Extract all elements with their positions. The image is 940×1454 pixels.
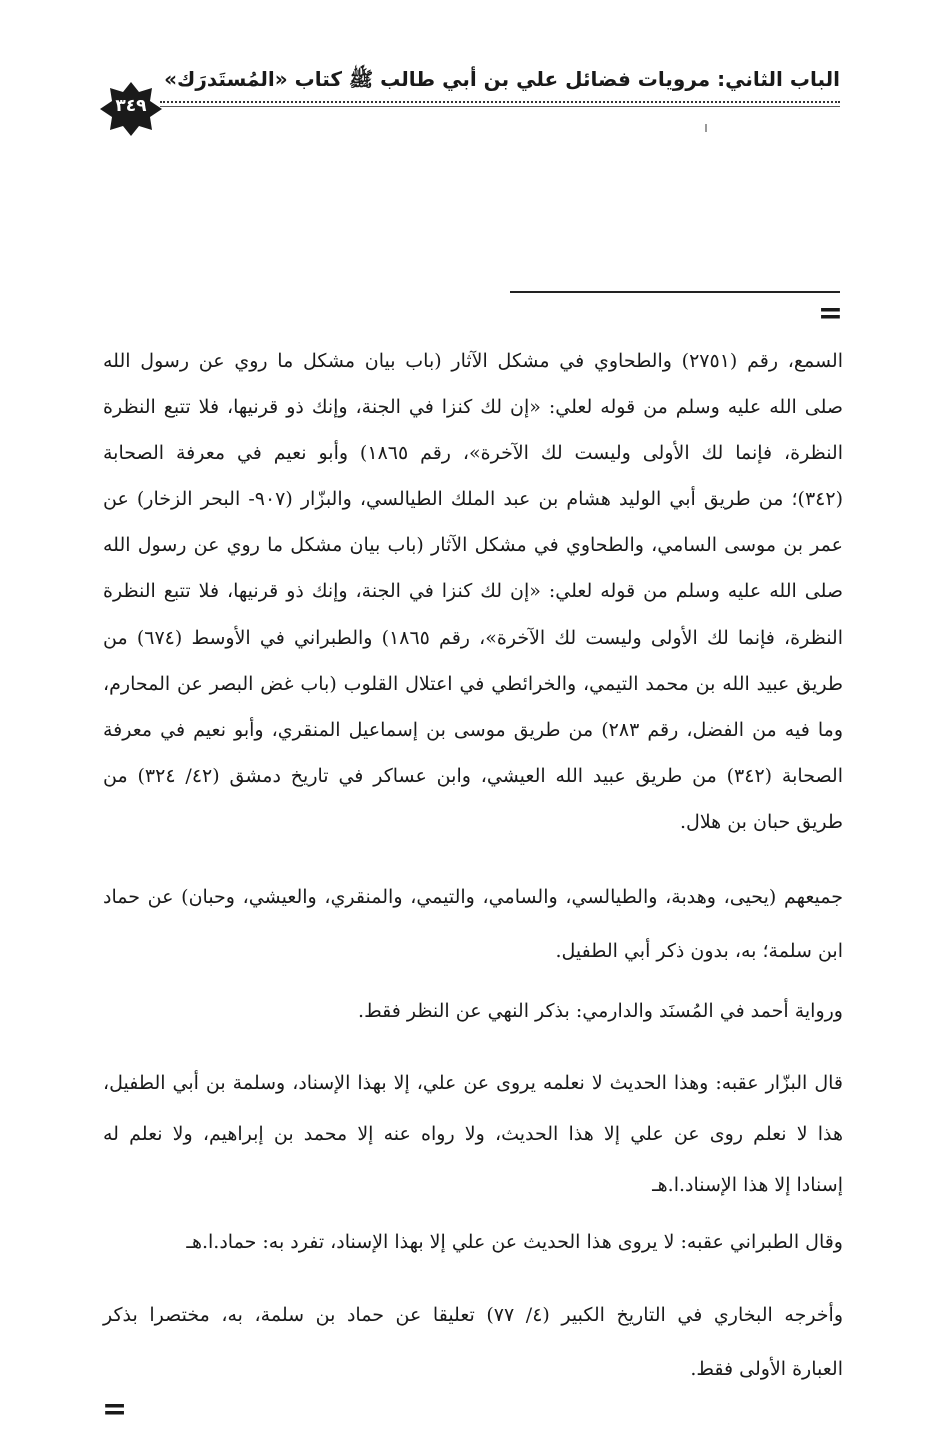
continuation-mark-top: =	[817, 296, 843, 331]
header-underline	[160, 106, 840, 107]
text-line: السمع، رقم (٢٧٥١) والطحاوي في مشكل الآثار (باب بيان مشكل ما روي عن رسول الله	[103, 350, 843, 372]
text-line: (٣٤٢)؛ من طريق أبي الوليد هشام بن عبد الملك الطيالسي، والبزّار (٩٠٧- البحر الزخار) عن	[103, 488, 844, 511]
text-line: الصحابة (٣٤٢) من طريق عبيد الله العيشي، وابن عساكر في تاريخ دمشق (٤٢/ ٣٢٤) من	[103, 764, 843, 787]
text-line: صلى الله عليه وسلم من قوله لعلي: «إن لك كنزا في الجنة، وإنك ذو قرنيها، فلا تتبع النظرة	[103, 396, 843, 419]
footnote-paragraph	[103, 338, 843, 845]
text-line: وقال الطبراني عقبه: لا يروى هذا الحديث عن علي إلا بهذا الإسناد، تفرد به: حماد.ا.هـ	[186, 1231, 843, 1253]
page-number-badge	[100, 82, 162, 136]
text-line: العبارة الأولى فقط.	[690, 1358, 843, 1380]
text-line: ابن سلمة؛ به، بدون ذكر أبي الطفيل.	[555, 940, 843, 962]
text-line: هذا لا نعلم روى عن علي إلا هذا الحديث، ولا رواه عنه إلا محمد بن إبراهيم، ولا نعلم له	[103, 1123, 843, 1145]
text-line: عمر بن موسى السامي، والطحاوي في مشكل الآثار (باب بيان مشكل ما روي عن رسول الله	[103, 534, 843, 557]
page-number: ٣٤٩	[115, 96, 147, 116]
text-line: وما فيه من الفضل، رقم ٢٨٣) من طريق موسى بن إسماعيل المنقري، وأبو نعيم في معرفة	[103, 718, 843, 741]
text-line: وأخرجه البخاري في التاريخ الكبير (٤/ ٧٧) تعليقا عن حماد بن سلمة، به، مختصرا بذكر	[103, 1304, 843, 1326]
text-line: إسنادا إلا هذا الإسناد.ا.هـ	[652, 1174, 843, 1196]
stray-mark	[705, 124, 707, 132]
continuation-mark-bottom: =	[102, 1392, 128, 1427]
text-line: صلى الله عليه وسلم من قوله لعلي: «إن لك كنزا في الجنة، وإنك ذو قرنيها، فلا تتبع النظرة	[103, 580, 843, 603]
header-divider	[160, 101, 840, 103]
header-title: الباب الثاني: مرويات فضائل علي بن أبي طالب ﷺ كتاب «المُستَدرَك»	[164, 67, 840, 91]
text-line: ورواية أحمد في المُسنَد والدارمي: بذكر النهي عن النظر فقط.	[358, 1000, 843, 1022]
footnote-paragraph	[103, 1222, 843, 1262]
footnote-paragraph	[103, 1058, 843, 1211]
footnote-paragraph	[103, 991, 843, 1031]
footnote-paragraph	[103, 1288, 843, 1396]
footnote-separator	[510, 291, 840, 293]
text-line: جميعهم (يحيى، وهدبة، والطيالسي، والسامي، والتيمي، والمنقري، والعيشي، وحبان) عن حماد	[103, 886, 843, 908]
text-line: طريق حبان بن هلال.	[679, 810, 843, 833]
footnote-paragraph	[103, 870, 843, 978]
text-line: النظرة، فإنما لك الأولى وليست لك الآخرة»، رقم ١٨٦٥) والطبراني في الأوسط (٦٧٤) من	[103, 626, 843, 649]
text-line: النظرة، فإنما لك الأولى وليست لك الآخرة»، رقم ١٨٦٥) وأبو نعيم في معرفة الصحابة	[103, 442, 843, 465]
text-line: طريق عبيد الله بن محمد التيمي، والخرائطي في اعتلال القلوب (باب غض البصر عن المحارم،	[103, 672, 843, 695]
text-line: قال البزّار عقبه: وهذا الحديث لا نعلمه يروى عن علي، إلا بهذا الإسناد، وسلمة بن أبي الطفيل،	[103, 1072, 843, 1094]
